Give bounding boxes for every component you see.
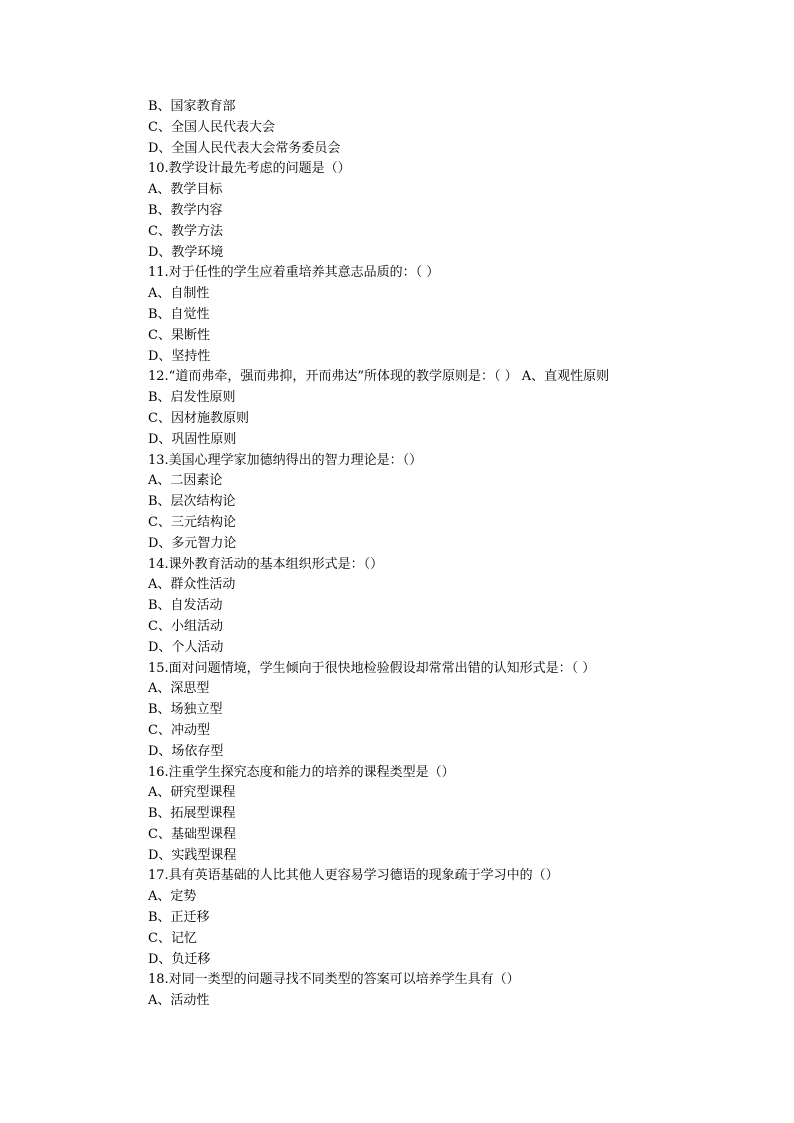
option-line: D、坚持性 <box>148 348 211 364</box>
question-line: 17.具有英语基础的人比其他人更容易学习德语的现象疏于学习中的（） <box>148 868 559 884</box>
option-line: B、正迁移 <box>148 910 210 926</box>
option-line: A、教学目标 <box>148 182 223 198</box>
option-line: B、层次结构论 <box>148 494 236 510</box>
option-line: D、多元智力论 <box>148 535 237 551</box>
option-line: A、研究型课程 <box>148 785 236 801</box>
question-line: 18.对同一类型的问题寻找不同类型的答案可以培养学生具有（） <box>148 972 520 988</box>
question-line: 13.美国心理学家加德纳得出的智力理论是：（） <box>148 452 423 468</box>
question-line: 10.教学设计最先考虑的问题是（） <box>148 161 351 177</box>
option-line: A、二因素论 <box>148 473 223 489</box>
option-line: C、全国人民代表大会 <box>148 119 275 135</box>
option-line: B、教学内容 <box>148 202 223 218</box>
option-line: B、自觉性 <box>148 306 210 322</box>
option-line: A、活动性 <box>148 993 210 1009</box>
option-line: C、基础型课程 <box>148 826 236 842</box>
option-line: B、拓展型课程 <box>148 806 236 822</box>
option-line: B、场独立型 <box>148 702 223 718</box>
option-line: A、深思型 <box>148 681 210 697</box>
option-line: C、冲动型 <box>148 722 210 738</box>
option-line: B、启发性原则 <box>148 390 236 406</box>
option-line: C、果断性 <box>148 327 210 343</box>
option-line: A、定势 <box>148 889 197 905</box>
option-line: D、教学环境 <box>148 244 224 260</box>
option-line: B、国家教育部 <box>148 99 236 114</box>
option-line: D、全国人民代表大会常务委员会 <box>148 140 341 156</box>
option-line: C、教学方法 <box>148 223 223 239</box>
option-line: D、实践型课程 <box>148 847 237 863</box>
option-line: C、三元结构论 <box>148 514 236 530</box>
question-line: 14.课外教育活动的基本组织形式是：（） <box>148 556 384 572</box>
option-line: D、场依存型 <box>148 743 224 759</box>
question-line: 12.“道而弗牵，强而弗抑，开而弗达”所体现的教学原则是：（ ） A、直观性原则 <box>148 369 610 385</box>
option-line: A、群众性活动 <box>148 577 236 593</box>
option-line: D、个人活动 <box>148 639 224 655</box>
option-line: D、巩固性原则 <box>148 431 237 447</box>
option-line: A、自制性 <box>148 286 210 302</box>
question-line: 15.面对问题情境，学生倾向于很快地检验假设却常常出错的认知形式是：（ ） <box>148 660 596 676</box>
option-line: C、因材施教原则 <box>148 410 249 426</box>
option-line: C、记忆 <box>148 930 197 946</box>
question-line: 11.对于任性的学生应着重培养其意志品质的：（ ） <box>148 265 440 281</box>
option-line: C、小组活动 <box>148 618 223 634</box>
option-line: B、自发活动 <box>148 598 223 614</box>
document-page <box>148 97 708 1012</box>
question-line: 16.注重学生探究态度和能力的培养的课程类型是（） <box>148 764 455 780</box>
option-line: D、负迁移 <box>148 951 211 967</box>
